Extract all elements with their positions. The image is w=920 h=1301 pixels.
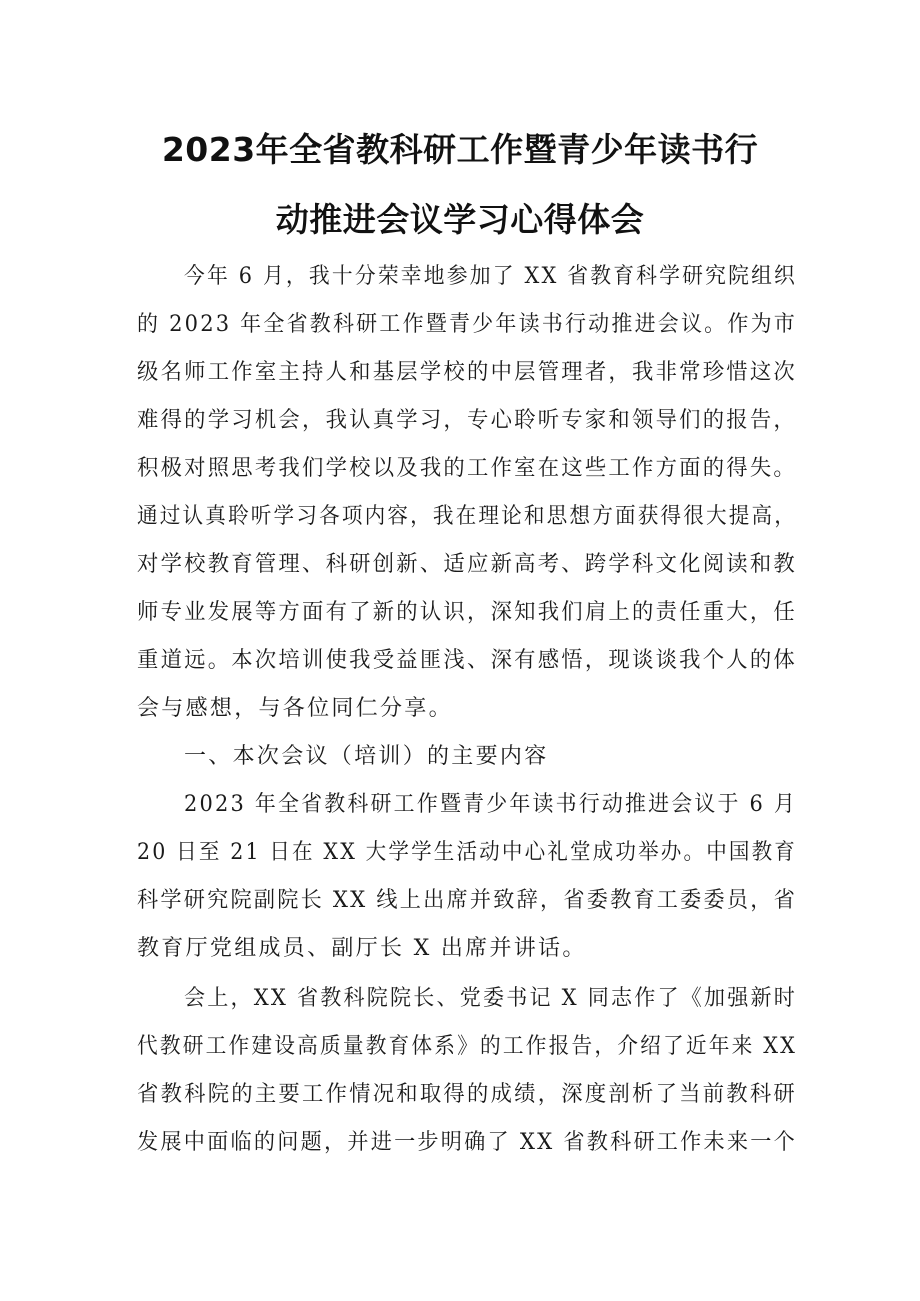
- paragraph-line: 发展中面临的问题，并进一步明确了 XX 省教科研工作未来一个: [137, 1130, 798, 1155]
- paragraph-line: 20 日至 21 日在 XX 大学学生活动中心礼堂成功举办。中国教育: [137, 840, 797, 865]
- paragraph-line: 教育厅党组成员、副厅长 X 出席并讲话。: [137, 936, 587, 961]
- paragraph-line: 代教研工作建设高质量教育体系》的工作报告，介绍了近年来 XX: [137, 1034, 798, 1059]
- paragraph-line: 对学校教育管理、科研创新、适应新高考、跨学科文化阅读和教: [137, 552, 797, 577]
- document-title-line-2: 动推进会议学习心得体会: [275, 200, 645, 239]
- paragraph-line: 会与感想，与各位同仁分享。: [137, 696, 453, 721]
- paragraph-line: 科学研究院副院长 XX 线上出席并致辞，省委教育工委委员，省: [137, 888, 798, 913]
- paragraph-line: 今年 6 月，我十分荣幸地参加了 XX 省教育科学研究院组织: [184, 264, 798, 289]
- paragraph-line: 会上，XX 省教科院院长、党委书记 X 同志作了《加强新时: [184, 986, 797, 1011]
- document-title-line-1: 2023年全省教科研工作暨青少年读书行: [161, 130, 759, 169]
- paragraph-line: 师专业发展等方面有了新的认识，深知我们肩上的责任重大，任: [137, 600, 797, 625]
- paragraph-line: 通过认真聆听学习各项内容，我在理论和思想方面获得很大提高，: [137, 504, 798, 529]
- paragraph-line: 2023 年全省教科研工作暨青少年读书行动推进会议于 6 月: [184, 792, 797, 817]
- paragraph-line: 重道远。本次培训使我受益匪浅、深有感悟，现谈谈我个人的体: [137, 648, 797, 673]
- section-heading: 一、本次会议（培训）的主要内容: [184, 744, 549, 769]
- paragraph-line: 省教科院的主要工作情况和取得的成绩，深度剖析了当前教科研: [137, 1082, 797, 1107]
- paragraph-line: 积极对照思考我们学校以及我的工作室在这些工作方面的得失。: [137, 456, 797, 481]
- paragraph-line: 的 2023 年全省教科研工作暨青少年读书行动推进会议。作为市: [137, 312, 797, 337]
- paragraph-line: 难得的学习机会，我认真学习，专心聆听专家和领导们的报告，: [137, 408, 797, 433]
- paragraph-line: 级名师工作室主持人和基层学校的中层管理者，我非常珍惜这次: [137, 360, 797, 385]
